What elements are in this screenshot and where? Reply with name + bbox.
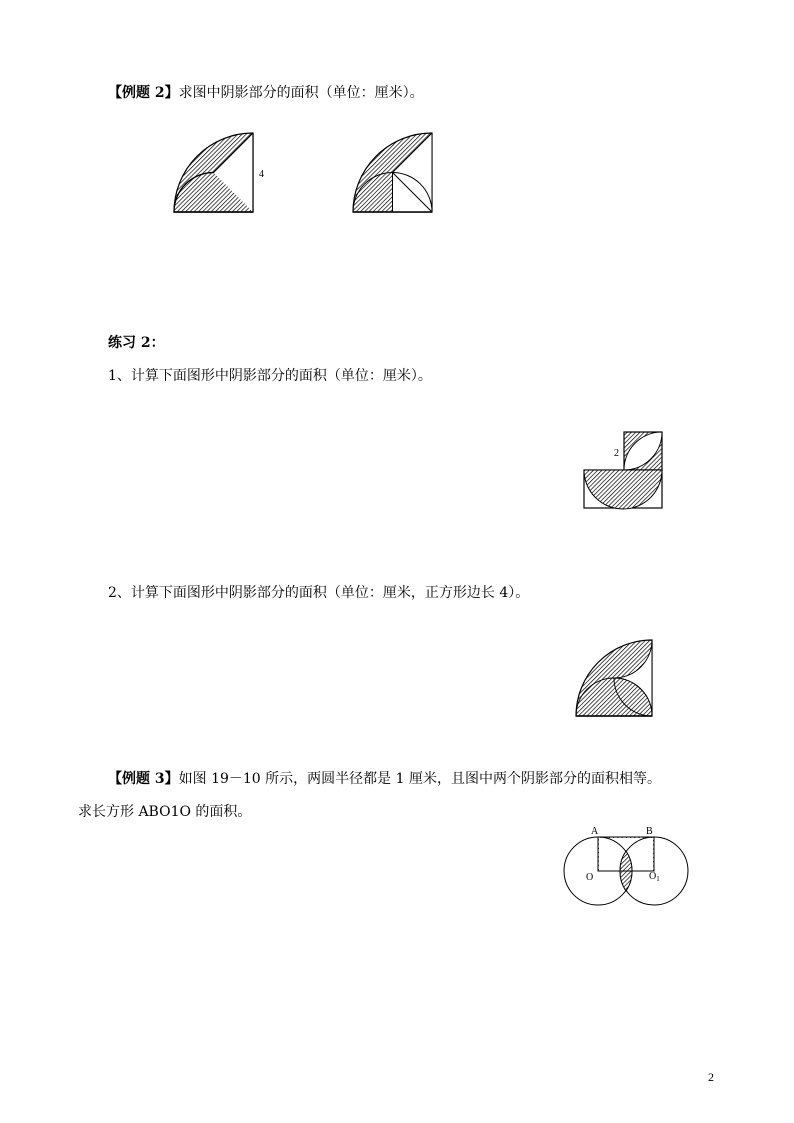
label-O1 bbox=[649, 871, 660, 883]
example2-figure-2 bbox=[349, 125, 449, 220]
example3-text-2: 求长方形 ABO1O 的面积。 bbox=[78, 804, 252, 820]
practice2-question-1: 1、计算下面图形中阴影部分的面积（单位：厘米）。 bbox=[108, 368, 432, 384]
example3-figure bbox=[560, 823, 690, 915]
practice2-question-2: 2、计算下面图形中阴影部分的面积（单位：厘米，正方形边长 4）。 bbox=[108, 585, 530, 601]
example3-tag: 【例题 3】 bbox=[108, 771, 179, 787]
example2-heading bbox=[108, 82, 424, 102]
label-4: 4 bbox=[259, 169, 264, 180]
example2-tag: 【例题 2】 bbox=[108, 85, 179, 101]
label-O1-subscript: 1 bbox=[656, 875, 660, 883]
practice2-title: 练习 2： bbox=[108, 335, 165, 351]
label-A: A bbox=[591, 826, 599, 837]
practice-figure-1 bbox=[580, 428, 670, 513]
label-O1-letter: O bbox=[649, 871, 657, 882]
practice-figure-2 bbox=[572, 637, 662, 722]
label-B: B bbox=[646, 826, 653, 837]
example3-heading bbox=[108, 768, 661, 788]
label-O: O bbox=[586, 872, 594, 883]
example2-text: 求图中阴影部分的面积（单位：厘米）。 bbox=[178, 85, 424, 101]
page-number: 2 bbox=[708, 1070, 714, 1084]
example3-text-1: 如图 19－10 所示，两圆半径都是 1 厘米，且图中两个阴影部分的面积相等。 bbox=[178, 771, 661, 787]
example2-figure-1 bbox=[170, 125, 270, 220]
label-2: 2 bbox=[614, 448, 619, 459]
